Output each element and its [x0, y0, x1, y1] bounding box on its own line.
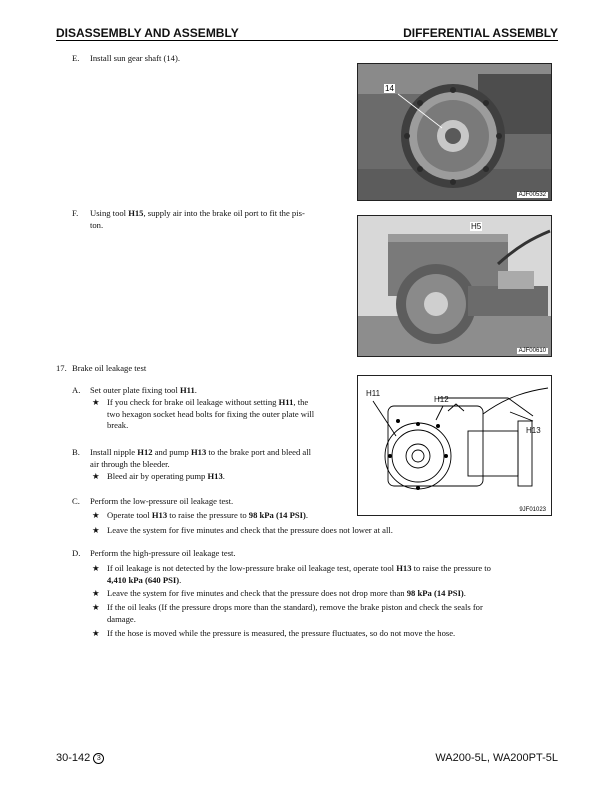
step-b-text	[90, 447, 352, 470]
tool-ref: H11	[179, 385, 195, 395]
step-d-text: Perform the high-pressure oil leakage test.	[90, 548, 236, 558]
step-a-note	[107, 397, 352, 432]
text: two hexagon socket head bolts for fixing the outer plate will	[107, 408, 315, 419]
tool-ref: H11	[278, 397, 294, 407]
star-icon: ★	[92, 525, 100, 535]
revision-mark: 3	[93, 753, 104, 764]
pressure-value: 98 kPa (14 PSI)	[406, 588, 464, 598]
text: .	[222, 471, 225, 481]
item-17-number: 17.	[56, 363, 67, 373]
star-icon: ★	[92, 588, 100, 598]
step-c-text: Perform the low-pressure oil leakage test.	[90, 496, 234, 506]
text: ton.	[90, 219, 104, 230]
text: air through the bleeder.	[90, 458, 170, 469]
text: .	[194, 385, 197, 395]
step-d-note-1	[107, 563, 559, 586]
callout-h11: H11	[366, 389, 381, 398]
step-e-letter: E.	[72, 53, 80, 63]
text: and pump	[152, 447, 191, 457]
star-icon: ★	[92, 510, 100, 520]
diagram-leakage-test-image	[358, 376, 551, 515]
text: If you check for brake oil leakage without setting	[107, 397, 279, 407]
item-17-title: Brake oil leakage test	[72, 363, 147, 373]
callout-h12: H12	[434, 395, 449, 404]
tool-ref: H13	[207, 471, 223, 481]
step-c-note-1	[107, 510, 308, 522]
text: Bleed air by operating pump	[107, 471, 208, 481]
step-c-note-2: Leave the system for five minutes and check that the pressure does not lower at all.	[107, 525, 393, 535]
step-e-text: Install sun gear shaft (14).	[90, 53, 180, 63]
section-title: DISASSEMBLY AND ASSEMBLY	[56, 26, 239, 40]
text: If oil leakage is not detected by the low-pressure brake oil leakage test, operate tool	[107, 563, 397, 573]
step-d-note-4: If the hose is moved while the pressure is measured, the pressure fluctuates, so do not move the hose.	[107, 628, 456, 638]
step-a-letter: A.	[72, 385, 81, 395]
text: Leave the system for five minutes and check that the pressure does not drop more than	[107, 588, 407, 598]
pressure-value: 4,410 kPa (640 PSI)	[107, 574, 180, 585]
text: If the oil leaks (If the pressure drops more than the standard), remove the brake piston and check the seals for	[107, 602, 483, 612]
tool-ref: H13	[190, 447, 207, 457]
page-number-text: 30-142	[56, 752, 91, 764]
tool-ref: H15	[128, 208, 144, 218]
text: .	[305, 510, 308, 520]
star-icon: ★	[92, 563, 100, 573]
photo-code: AJF00610	[518, 348, 546, 354]
callout-h5: H5	[471, 222, 482, 231]
tool-ref: H12	[137, 447, 153, 457]
star-icon: ★	[92, 471, 100, 481]
diagram-leakage-test	[357, 375, 552, 516]
header-rule	[56, 40, 558, 41]
step-b-note	[107, 471, 225, 483]
star-icon: ★	[92, 397, 100, 407]
text: .	[463, 588, 466, 598]
photo-sun-gear-shaft	[357, 63, 552, 201]
step-b-letter: B.	[72, 447, 80, 457]
text: to raise the pressure to	[167, 510, 249, 520]
text: .	[179, 574, 182, 585]
diagram-code: 9JF01023	[519, 507, 546, 513]
step-f-text	[90, 208, 352, 231]
photo-brake-piston	[357, 215, 552, 357]
step-f-letter: F.	[72, 208, 79, 218]
text: break.	[107, 420, 129, 431]
step-c-letter: C.	[72, 496, 80, 506]
text: Operate tool	[107, 510, 152, 520]
callout-h13: H13	[526, 426, 541, 435]
subsection-title: DIFFERENTIAL ASSEMBLY	[403, 26, 558, 40]
step-d-note-3	[107, 602, 559, 625]
text: to the brake port and bleed all	[206, 447, 312, 457]
callout-14: 14	[385, 84, 394, 93]
text: , the	[293, 397, 309, 407]
tool-ref: H13	[396, 563, 412, 573]
tool-ref: H13	[151, 510, 168, 520]
page-number	[56, 752, 104, 764]
text: damage.	[107, 613, 136, 624]
model-name: WA200-5L, WA200PT-5L	[435, 752, 558, 764]
step-d-note-2	[107, 588, 466, 600]
photo-code: AJF00532	[518, 192, 546, 198]
text: , supply air into the brake oil port to fit the pis-	[143, 208, 305, 218]
step-d-letter: D.	[72, 548, 81, 558]
text: Using tool	[90, 208, 129, 218]
page-header	[56, 26, 558, 42]
photo-brake-piston-image	[358, 216, 551, 356]
text: to raise the pressure to	[411, 563, 491, 573]
star-icon: ★	[92, 628, 100, 638]
star-icon: ★	[92, 602, 100, 612]
text: Set outer plate fixing tool	[90, 385, 180, 395]
text: Install nipple	[90, 447, 138, 457]
step-a-text	[90, 385, 197, 397]
pressure-value: 98 kPa (14 PSI)	[248, 510, 306, 520]
